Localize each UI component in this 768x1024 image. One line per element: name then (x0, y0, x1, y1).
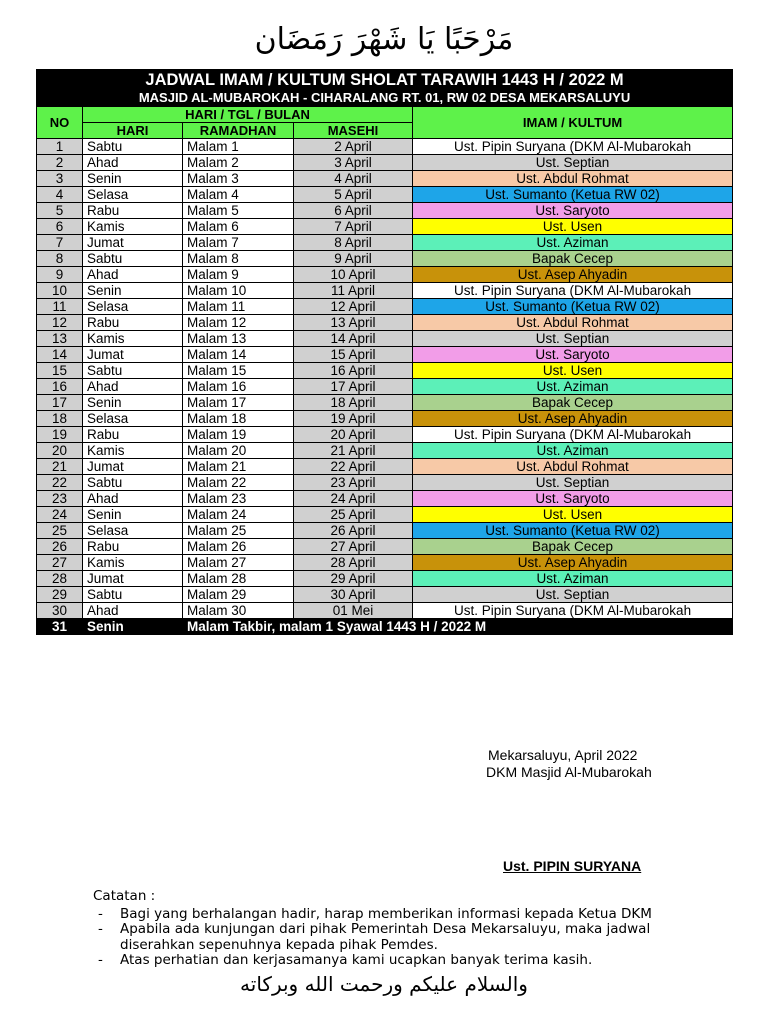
row-ramadhan: Malam 12 (183, 315, 294, 331)
notes (93, 889, 693, 969)
header-row-1 (37, 107, 733, 123)
row-ramadhan: Malam 28 (183, 571, 294, 587)
row-hari: Sabtu (83, 251, 183, 267)
row-no: 21 (37, 459, 83, 475)
row-no: 23 (37, 491, 83, 507)
place-date: Mekarsaluyu, April 2022 (488, 747, 638, 763)
row-ramadhan: Malam 5 (183, 203, 294, 219)
row-masehi: 24 April (294, 491, 413, 507)
row-no: 30 (37, 603, 83, 619)
row-hari: Selasa (83, 411, 183, 427)
row-hari: Sabtu (83, 587, 183, 603)
row-ramadhan: Malam 18 (183, 411, 294, 427)
row-no: 29 (37, 587, 83, 603)
table-row (37, 555, 733, 571)
table-row (37, 395, 733, 411)
table-row (37, 459, 733, 475)
row-masehi: 28 April (294, 555, 413, 571)
row-no: 7 (37, 235, 83, 251)
footer-text: Malam Takbir, malam 1 Syawal 1443 H / 2022 M (183, 619, 733, 635)
row-hari: Rabu (83, 427, 183, 443)
row-hari: Selasa (83, 523, 183, 539)
row-hari: Rabu (83, 539, 183, 555)
note-item: - Apabila ada kunjungan dari pihak Pemerintah Desa Mekarsaluyu, maka jadwal diserahkan sepenuhnya kepada pihak Pemdes. (93, 922, 693, 953)
row-masehi: 20 April (294, 427, 413, 443)
row-ramadhan: Malam 14 (183, 347, 294, 363)
organization: DKM Masjid Al-Mubarokah (486, 764, 652, 780)
row-no: 11 (37, 299, 83, 315)
table-row (37, 203, 733, 219)
row-masehi: 2 April (294, 139, 413, 155)
table-row (37, 587, 733, 603)
table-row (37, 523, 733, 539)
table-row (37, 427, 733, 443)
row-no: 19 (37, 427, 83, 443)
row-ramadhan: Malam 23 (183, 491, 294, 507)
row-ramadhan: Malam 16 (183, 379, 294, 395)
row-hari: Senin (83, 507, 183, 523)
row-hari: Kamis (83, 555, 183, 571)
row-hari: Sabtu (83, 475, 183, 491)
table-row (37, 539, 733, 555)
row-ramadhan: Malam 24 (183, 507, 294, 523)
row-imam: Ust. Usen (413, 507, 733, 523)
row-no: 9 (37, 267, 83, 283)
row-imam: Ust. Aziman (413, 235, 733, 251)
row-imam: Ust. Saryoto (413, 347, 733, 363)
row-ramadhan: Malam 27 (183, 555, 294, 571)
header-group: HARI / TGL / BULAN (83, 107, 413, 123)
row-hari: Kamis (83, 331, 183, 347)
row-ramadhan: Malam 29 (183, 587, 294, 603)
row-imam: Bapak Cecep (413, 251, 733, 267)
table-row (37, 219, 733, 235)
title-cell (37, 70, 733, 107)
row-masehi: 27 April (294, 539, 413, 555)
row-masehi: 18 April (294, 395, 413, 411)
row-no: 1 (37, 139, 83, 155)
row-masehi: 25 April (294, 507, 413, 523)
row-no: 15 (37, 363, 83, 379)
row-hari: Ahad (83, 603, 183, 619)
row-masehi: 01 Mei (294, 603, 413, 619)
row-masehi: 6 April (294, 203, 413, 219)
row-masehi: 30 April (294, 587, 413, 603)
row-imam: Ust. Septian (413, 155, 733, 171)
table-row (37, 315, 733, 331)
row-ramadhan: Malam 6 (183, 219, 294, 235)
row-masehi: 3 April (294, 155, 413, 171)
row-imam: Ust. Aziman (413, 379, 733, 395)
row-masehi: 26 April (294, 523, 413, 539)
row-hari: Jumat (83, 571, 183, 587)
row-imam: Ust. Septian (413, 587, 733, 603)
footer-no: 31 (37, 619, 83, 635)
row-hari: Ahad (83, 491, 183, 507)
row-imam: Ust. Aziman (413, 571, 733, 587)
row-masehi: 23 April (294, 475, 413, 491)
row-hari: Senin (83, 171, 183, 187)
note-item: - Atas perhatian dan kerjasamanya kami ucapkan banyak terima kasih. (93, 953, 693, 969)
row-ramadhan: Malam 21 (183, 459, 294, 475)
header-masehi: MASEHI (294, 123, 413, 139)
row-hari: Ahad (83, 155, 183, 171)
row-ramadhan: Malam 13 (183, 331, 294, 347)
table-row (37, 347, 733, 363)
signer-name: Ust. PIPIN SURYANA (503, 858, 642, 874)
row-masehi: 11 April (294, 283, 413, 299)
row-masehi: 8 April (294, 235, 413, 251)
row-masehi: 14 April (294, 331, 413, 347)
row-ramadhan: Malam 4 (183, 187, 294, 203)
row-no: 10 (37, 283, 83, 299)
row-hari: Jumat (83, 235, 183, 251)
row-ramadhan: Malam 11 (183, 299, 294, 315)
row-masehi: 19 April (294, 411, 413, 427)
row-no: 20 (37, 443, 83, 459)
schedule-body (37, 139, 733, 619)
row-no: 12 (37, 315, 83, 331)
row-masehi: 10 April (294, 267, 413, 283)
row-no: 2 (37, 155, 83, 171)
row-no: 14 (37, 347, 83, 363)
table-row (37, 283, 733, 299)
row-masehi: 9 April (294, 251, 413, 267)
row-no: 17 (37, 395, 83, 411)
row-hari: Rabu (83, 203, 183, 219)
row-imam: Ust. Saryoto (413, 491, 733, 507)
row-imam: Ust. Aziman (413, 443, 733, 459)
row-masehi: 7 April (294, 219, 413, 235)
table-row (37, 475, 733, 491)
row-ramadhan: Malam 1 (183, 139, 294, 155)
row-masehi: 16 April (294, 363, 413, 379)
row-ramadhan: Malam 22 (183, 475, 294, 491)
table-row (37, 187, 733, 203)
table-row (37, 155, 733, 171)
row-hari: Ahad (83, 379, 183, 395)
table-row (37, 379, 733, 395)
row-imam: Ust. Usen (413, 219, 733, 235)
table-row (37, 603, 733, 619)
row-no: 16 (37, 379, 83, 395)
row-masehi: 13 April (294, 315, 413, 331)
row-masehi: 5 April (294, 187, 413, 203)
closing-arabic: والسلام عليكم ورحمت الله وبركاته (240, 972, 528, 996)
table-row (37, 411, 733, 427)
row-hari: Kamis (83, 443, 183, 459)
schedule-table (36, 69, 733, 635)
row-hari: Jumat (83, 347, 183, 363)
row-imam: Bapak Cecep (413, 395, 733, 411)
row-ramadhan: Malam 30 (183, 603, 294, 619)
header-imam: IMAM / KULTUM (413, 107, 733, 139)
row-hari: Selasa (83, 299, 183, 315)
row-hari: Senin (83, 395, 183, 411)
row-ramadhan: Malam 17 (183, 395, 294, 411)
header-no: NO (37, 107, 83, 139)
table-row (37, 171, 733, 187)
row-ramadhan: Malam 8 (183, 251, 294, 267)
row-imam: Ust. Sumanto (Ketua RW 02) (413, 187, 733, 203)
row-no: 18 (37, 411, 83, 427)
row-masehi: 15 April (294, 347, 413, 363)
table-row (37, 443, 733, 459)
row-imam: Ust. Septian (413, 331, 733, 347)
row-no: 26 (37, 539, 83, 555)
row-masehi: 17 April (294, 379, 413, 395)
row-masehi: 21 April (294, 443, 413, 459)
row-ramadhan: Malam 10 (183, 283, 294, 299)
row-no: 24 (37, 507, 83, 523)
row-no: 6 (37, 219, 83, 235)
row-imam: Bapak Cecep (413, 539, 733, 555)
row-imam: Ust. Pipin Suryana (DKM Al-Mubarokah (413, 139, 733, 155)
notes-title: Catatan : (93, 888, 156, 904)
row-hari: Ahad (83, 267, 183, 283)
title-row (37, 70, 733, 107)
table-row (37, 139, 733, 155)
row-imam: Ust. Pipin Suryana (DKM Al-Mubarokah (413, 283, 733, 299)
row-hari: Jumat (83, 459, 183, 475)
row-ramadhan: Malam 7 (183, 235, 294, 251)
footer-row (37, 619, 733, 635)
row-no: 28 (37, 571, 83, 587)
footer-hari: Senin (83, 619, 183, 635)
schedule-subtitle: MASJID AL-MUBAROKAH - CIHARALANG RT. 01, RW 02 DESA MEKARSALUYU (138, 90, 631, 105)
row-imam: Ust. Asep Ahyadin (413, 411, 733, 427)
note-item: - Bagi yang berhalangan hadir, harap memberikan informasi kepada Ketua DKM (93, 907, 693, 923)
row-imam: Ust. Pipin Suryana (DKM Al-Mubarokah (413, 603, 733, 619)
header-ramadhan: RAMADHAN (183, 123, 294, 139)
row-hari: Sabtu (83, 363, 183, 379)
row-ramadhan: Malam 9 (183, 267, 294, 283)
row-imam: Ust. Abdul Rohmat (413, 459, 733, 475)
row-imam: Ust. Asep Ahyadin (413, 267, 733, 283)
row-hari: Rabu (83, 315, 183, 331)
row-hari: Kamis (83, 219, 183, 235)
row-masehi: 29 April (294, 571, 413, 587)
row-imam: Ust. Pipin Suryana (DKM Al-Mubarokah (413, 427, 733, 443)
row-imam: Ust. Usen (413, 363, 733, 379)
table-row (37, 491, 733, 507)
row-no: 3 (37, 171, 83, 187)
row-ramadhan: Malam 26 (183, 539, 294, 555)
table-row (37, 235, 733, 251)
row-no: 22 (37, 475, 83, 491)
row-imam: Ust. Sumanto (Ketua RW 02) (413, 299, 733, 315)
row-ramadhan: Malam 20 (183, 443, 294, 459)
row-masehi: 12 April (294, 299, 413, 315)
row-imam: Ust. Asep Ahyadin (413, 555, 733, 571)
arabic-heading: مَرْحَبًا يَا شَهْرَ رَمَضَان (254, 22, 514, 57)
table-row (37, 571, 733, 587)
row-no: 5 (37, 203, 83, 219)
row-imam: Ust. Saryoto (413, 203, 733, 219)
table-row (37, 299, 733, 315)
row-no: 13 (37, 331, 83, 347)
row-hari: Senin (83, 283, 183, 299)
row-ramadhan: Malam 15 (183, 363, 294, 379)
row-ramadhan: Malam 25 (183, 523, 294, 539)
table-row (37, 267, 733, 283)
notes-list (93, 907, 693, 969)
row-imam: Ust. Abdul Rohmat (413, 315, 733, 331)
header-hari: HARI (83, 123, 183, 139)
schedule-title: JADWAL IMAM / KULTUM SHOLAT TARAWIH 1443 H / 2022 M (145, 71, 624, 89)
row-ramadhan: Malam 19 (183, 427, 294, 443)
table-row (37, 251, 733, 267)
table-row (37, 331, 733, 347)
row-no: 4 (37, 187, 83, 203)
row-ramadhan: Malam 2 (183, 155, 294, 171)
table-row (37, 363, 733, 379)
row-no: 8 (37, 251, 83, 267)
row-no: 27 (37, 555, 83, 571)
row-masehi: 22 April (294, 459, 413, 475)
row-ramadhan: Malam 3 (183, 171, 294, 187)
row-imam: Ust. Septian (413, 475, 733, 491)
row-masehi: 4 April (294, 171, 413, 187)
row-hari: Sabtu (83, 139, 183, 155)
row-hari: Selasa (83, 187, 183, 203)
row-imam: Ust. Sumanto (Ketua RW 02) (413, 523, 733, 539)
row-imam: Ust. Abdul Rohmat (413, 171, 733, 187)
row-no: 25 (37, 523, 83, 539)
table-row (37, 507, 733, 523)
